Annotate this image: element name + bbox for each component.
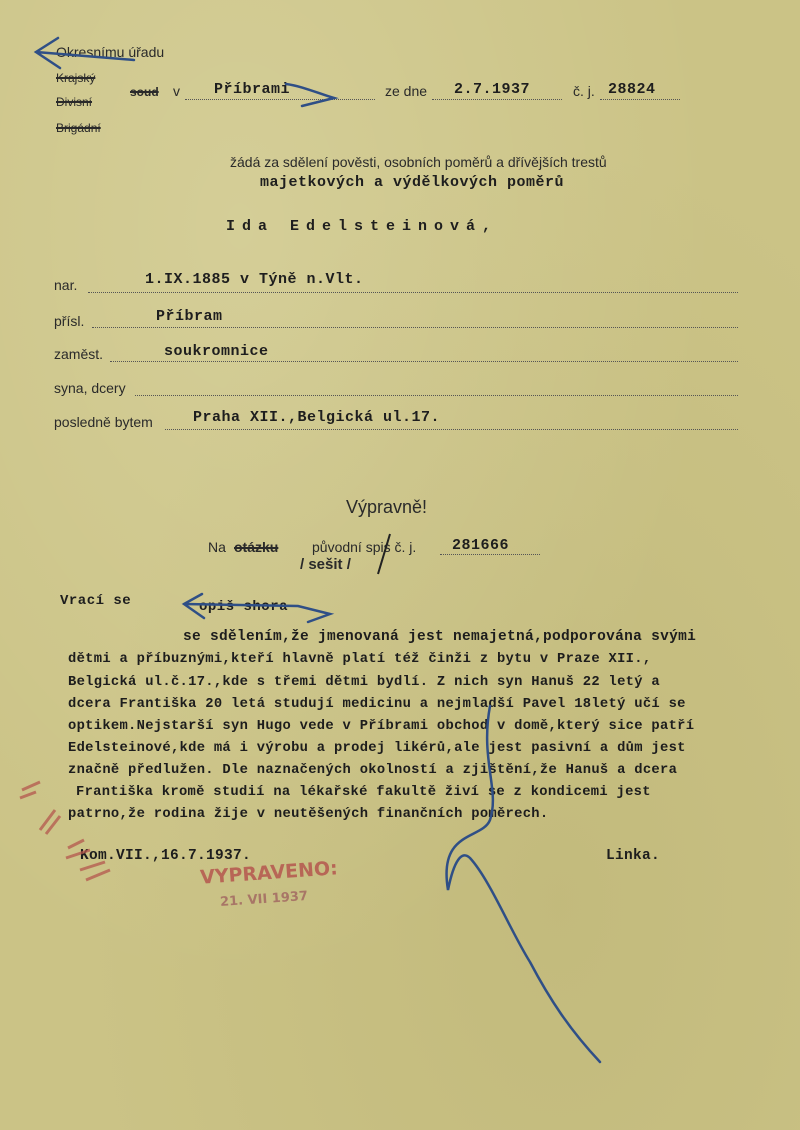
place-dotline <box>185 99 375 100</box>
reply-line-2: dětmi a příbuznými,kteří hlavně platí též činži z bytu v Praze XII., <box>68 652 652 667</box>
place-date: Kom.VII.,16.7.1937. <box>80 848 252 864</box>
reply-line-8: Františka kromě studií na lékařské fakultě živí se z kondicemi jest <box>76 785 651 800</box>
field-dotline-zamest <box>110 361 738 362</box>
spis-number: 281666 <box>452 537 510 554</box>
reply-line-4: dcera Františka 20 letá studují medicinu a nejmladší Pavel 18letý učí se <box>68 697 686 712</box>
dispatch-title: Výpravně! <box>346 497 428 517</box>
vraci-se: Vrací se <box>60 593 132 609</box>
office-line-brigadni: Brigádní <box>56 121 101 135</box>
field-label-bytem: posledně bytem <box>54 414 153 430</box>
field-value-bytem: Praha XII.,Belgická ul.17. <box>193 409 441 426</box>
reply-line-1: se sdělením,že jmenovaná jest nemajetná,podporována svými <box>183 629 697 645</box>
office-line-okresni: Okresnímu úřadu <box>56 44 165 60</box>
person-name: Ida Edelsteinová, <box>226 218 499 235</box>
cj-number: 28824 <box>608 81 656 98</box>
field-dotline-prisl <box>92 327 738 328</box>
reply-line-6: Edelsteinové,kde má i výrobu a prodej likérů,ale jest pasivní a dům jest <box>68 741 686 756</box>
date-dotline <box>432 99 562 100</box>
reply-line-5: optikem.Nejstarší syn Hugo vede v Příbrami obchod v domě,který sice patří <box>68 719 695 734</box>
field-value-zamest: soukromnice <box>164 343 269 360</box>
field-label-prisl: přísl. <box>54 313 85 329</box>
signature-linka: Linka. <box>606 848 661 864</box>
opis-shora: opiš shora <box>199 599 289 615</box>
field-label-zamest: zaměst. <box>54 346 104 362</box>
reply-line-3: Belgická ul.č.17.,kde s třemi dětmi bydlí. Z nich syn Hanuš 22 letý a <box>68 675 660 690</box>
vypraveno-date-stamp: 21. VII 1937 <box>219 888 309 911</box>
vypraveno-stamp: VYPRAVENO: <box>199 857 339 889</box>
puvodni-label: původní spis č. j. <box>312 539 417 555</box>
v-label: v <box>173 83 180 99</box>
reply-line-9: patrno,že rodina žije v neutěšených finančních poměrech. <box>68 807 549 822</box>
field-label-nar: nar. <box>54 277 78 293</box>
blue-pencil-stroke-icon <box>420 700 640 1080</box>
field-value-nar: 1.IX.1885 v Týně n.Vlt. <box>145 271 364 288</box>
blue-arrow-place-icon <box>282 76 342 116</box>
field-dotline-syna <box>135 395 738 396</box>
office-line-krajsky: Krajský <box>56 71 96 85</box>
request-line1: žádá za sdělení pověsti, osobních poměrů a dřívějších trestů <box>230 154 607 170</box>
place-value: Příbrami <box>214 81 291 98</box>
slash-mark-icon <box>370 530 410 580</box>
field-label-syna: syna, dcery <box>54 380 126 396</box>
request-line2: majetkových a výdělkových poměrů <box>260 174 565 191</box>
field-dotline-nar <box>88 292 738 293</box>
spis-dotline <box>440 554 540 555</box>
field-dotline-bytem <box>165 429 738 430</box>
struck-word: otázku <box>234 539 279 555</box>
sesit-label: / sešit / <box>300 556 351 573</box>
field-value-prisl: Příbram <box>156 308 223 325</box>
reply-line-7: značně předlužen. Dle naznačených okolností a zjištění,že Hanuš a dcera <box>68 763 678 778</box>
na-label: Na <box>208 539 226 555</box>
soud-struck: soud <box>130 85 159 99</box>
cj-dotline <box>600 99 680 100</box>
office-line-divisni: Divisní <box>56 95 93 109</box>
date-value: 2.7.1937 <box>454 81 531 98</box>
cj-label: č. j. <box>573 83 595 99</box>
ze-dne-label: ze dne <box>385 83 428 99</box>
